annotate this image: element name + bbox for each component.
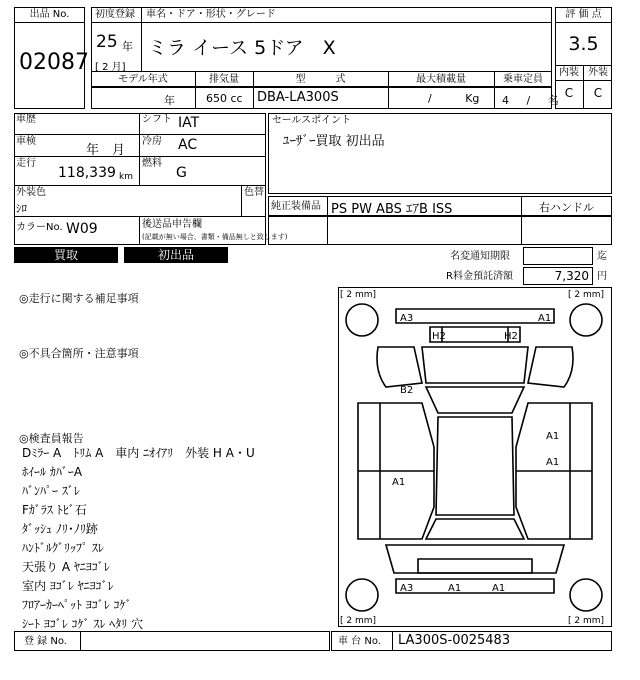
inspector-remark-line: Dﾐﾗｰ A ﾄﾘﾑ A 車内 ﾆｵｲｱﾘ 外装 H A・U <box>22 446 255 460</box>
name-change-label: 名変通知期限 <box>450 251 510 262</box>
inspection-label: 車検 <box>16 136 36 147</box>
lot-number: 02087 <box>19 50 89 75</box>
shift-label: シフト <box>142 114 172 125</box>
rear-bumper-right-mark: A1 <box>492 583 506 594</box>
max-load-label: 最大積載量 <box>416 74 466 85</box>
windshield-outline <box>426 387 524 413</box>
type-value: DBA-LA300S <box>257 90 339 105</box>
car-name-label: 車名・ドア・形状・グレード <box>146 9 276 20</box>
sales-point-text: ﾕｰｻﾞｰ買取 初出品 <box>283 134 385 149</box>
max-load-value: / Kg <box>428 92 480 105</box>
vehicle-damage-diagram <box>338 287 612 627</box>
documents-label: 後送品申告欄 <box>142 219 202 230</box>
inspector-remark-line: ｼｰﾄ ﾖｺﾞﾚ ｺｹﾞ ｽﾚ ﾍﾀﾘ 穴 <box>22 617 144 631</box>
roof-outline <box>436 417 514 515</box>
mileage-unit: km <box>119 172 133 182</box>
displacement-value: 650 cc <box>206 92 243 105</box>
name-change-suffix: 迄 <box>597 251 607 262</box>
color-no-label: カラーNo. <box>16 222 63 233</box>
lot-label: 出品 No. <box>29 9 70 20</box>
driving-remarks-title: ◎走行に関する補足事項 <box>19 292 139 305</box>
fuel-label: 燃料 <box>142 158 162 169</box>
front-bumper-right-mark: A1 <box>538 313 552 324</box>
chassis-label: 車 台 No. <box>338 636 381 647</box>
aircon-label: 冷房 <box>142 136 162 147</box>
fuel-value: G <box>176 165 187 181</box>
inspector-remark-line: ﾀﾞｯｼｭ ﾉﾘ･ﾉﾘ跡 <box>22 522 98 536</box>
model-year-label: モデル年式 <box>118 74 168 85</box>
tire-front-left-icon <box>346 304 378 336</box>
displacement-label: 排気量 <box>209 74 239 85</box>
first-reg-label: 初度登録 <box>95 9 135 20</box>
interior-label: 内装 <box>559 67 579 78</box>
inspector-remark-line: ﾊﾝﾄﾞﾙｸﾞﾘｯﾌﾟ ｽﾚ <box>22 541 104 555</box>
defects-title: ◎不具合箇所・注意事項 <box>19 347 139 360</box>
rear-bumper-mid-mark: A1 <box>448 583 462 594</box>
first-reg-month: [ 2 月] <box>95 62 126 73</box>
documents-note: (記載が無い場合、書類・備品無しと致します) <box>142 233 288 241</box>
first-listing-badge: 初出品 <box>124 247 228 263</box>
exterior-color-label: 外装色 <box>16 187 46 198</box>
first-reg-year: 25 <box>96 32 118 52</box>
interior-grade: C <box>564 86 574 100</box>
rear-bumper-left-mark: A3 <box>400 583 414 594</box>
color-change-label: 色替 <box>244 187 264 198</box>
inspector-remark-line: Fｶﾞﾗｽ ﾄﾋﾞ石 <box>22 503 87 517</box>
steering-value: 右ハンドル <box>539 201 594 214</box>
inspector-remark-line: ﾊﾞﾝﾊﾟｰ ｽﾞﾚ <box>22 484 80 498</box>
inspector-remark-line: ﾎｲｰﾙ ｶﾊﾞｰA <box>22 465 83 479</box>
exterior-grade: C <box>593 86 603 100</box>
inspector-remark-line: ﾌﾛｱｰｶｰﾍﾟｯﾄ ﾖｺﾞﾚ ｺｹﾞ <box>22 598 132 612</box>
tire-br-label: [ 2 mm] <box>568 616 605 626</box>
reg-no-label: 登 録 No. <box>24 636 67 647</box>
door-right-front-mark: A1 <box>546 431 560 442</box>
year-unit: 年 <box>122 40 133 53</box>
capacity-label: 乗車定員 <box>503 74 543 85</box>
equipment-value: PS PW ABS ｴｱB ISS <box>331 202 453 217</box>
name-change-box <box>523 247 593 265</box>
tire-tr-label: [ 2 mm] <box>568 290 605 300</box>
tire-bl-label: [ 2 mm] <box>340 616 377 626</box>
score-value: 3.5 <box>568 33 599 55</box>
aircon-value: AC <box>178 137 198 153</box>
tire-rear-left-icon <box>346 579 378 611</box>
fender-left-outline <box>377 347 422 387</box>
front-h2-right-mark: H2 <box>504 331 518 342</box>
recycle-value: 7,320 <box>554 269 589 283</box>
front-bumper-outline <box>396 309 554 323</box>
inspector-title: ◎検査員報告 <box>19 432 84 445</box>
car-name: ミラ イース 5ドア X <box>148 37 336 59</box>
recycle-unit: 円 <box>597 271 607 282</box>
door-right-rear-mark: A1 <box>546 457 560 468</box>
mileage-value: 118,339 <box>58 165 116 181</box>
tire-front-right-icon <box>570 304 602 336</box>
inspector-remark-line: 天張り A ﾔﾆﾖｺﾞﾚ <box>22 560 110 574</box>
front-bumper-left-mark: A3 <box>400 313 414 324</box>
extra-row <box>268 216 612 245</box>
door-left-mark: A1 <box>392 477 406 488</box>
chassis-value: LA300S-0025483 <box>398 633 511 648</box>
tire-rear-right-icon <box>570 579 602 611</box>
history-label: 車歴 <box>16 114 36 125</box>
front-h2-left-mark: H2 <box>432 331 446 342</box>
tire-tl-label: [ 2 mm] <box>340 290 377 300</box>
sales-point-label: セールスポイント <box>272 115 352 126</box>
equipment-label: 純正装備品 <box>271 201 321 212</box>
fender-right-outline <box>528 347 573 387</box>
type-label: 型 式 <box>295 74 346 85</box>
inspector-remark-line: 室内 ﾖｺﾞﾚ ﾔﾆﾖｺﾞﾚ <box>22 579 114 593</box>
hood-outline <box>422 347 528 383</box>
color-no-value: W09 <box>66 221 98 237</box>
exterior-label: 外装 <box>588 67 608 78</box>
model-year-unit: 年 <box>164 94 175 107</box>
fender-left-mark: B2 <box>400 385 414 396</box>
buy-badge: 買取 <box>14 247 118 263</box>
exterior-color-value: ｼﾛ <box>16 202 27 215</box>
recycle-label: R料金預託済額 <box>446 271 513 282</box>
shift-value: IAT <box>178 115 200 131</box>
mileage-label: 走行 <box>16 158 36 169</box>
rear-bumper-outline <box>396 579 554 593</box>
capacity-value: 4 / 名 <box>502 94 559 107</box>
inspection-value: 年 月 <box>86 143 126 158</box>
score-label: 評 価 点 <box>565 9 602 20</box>
